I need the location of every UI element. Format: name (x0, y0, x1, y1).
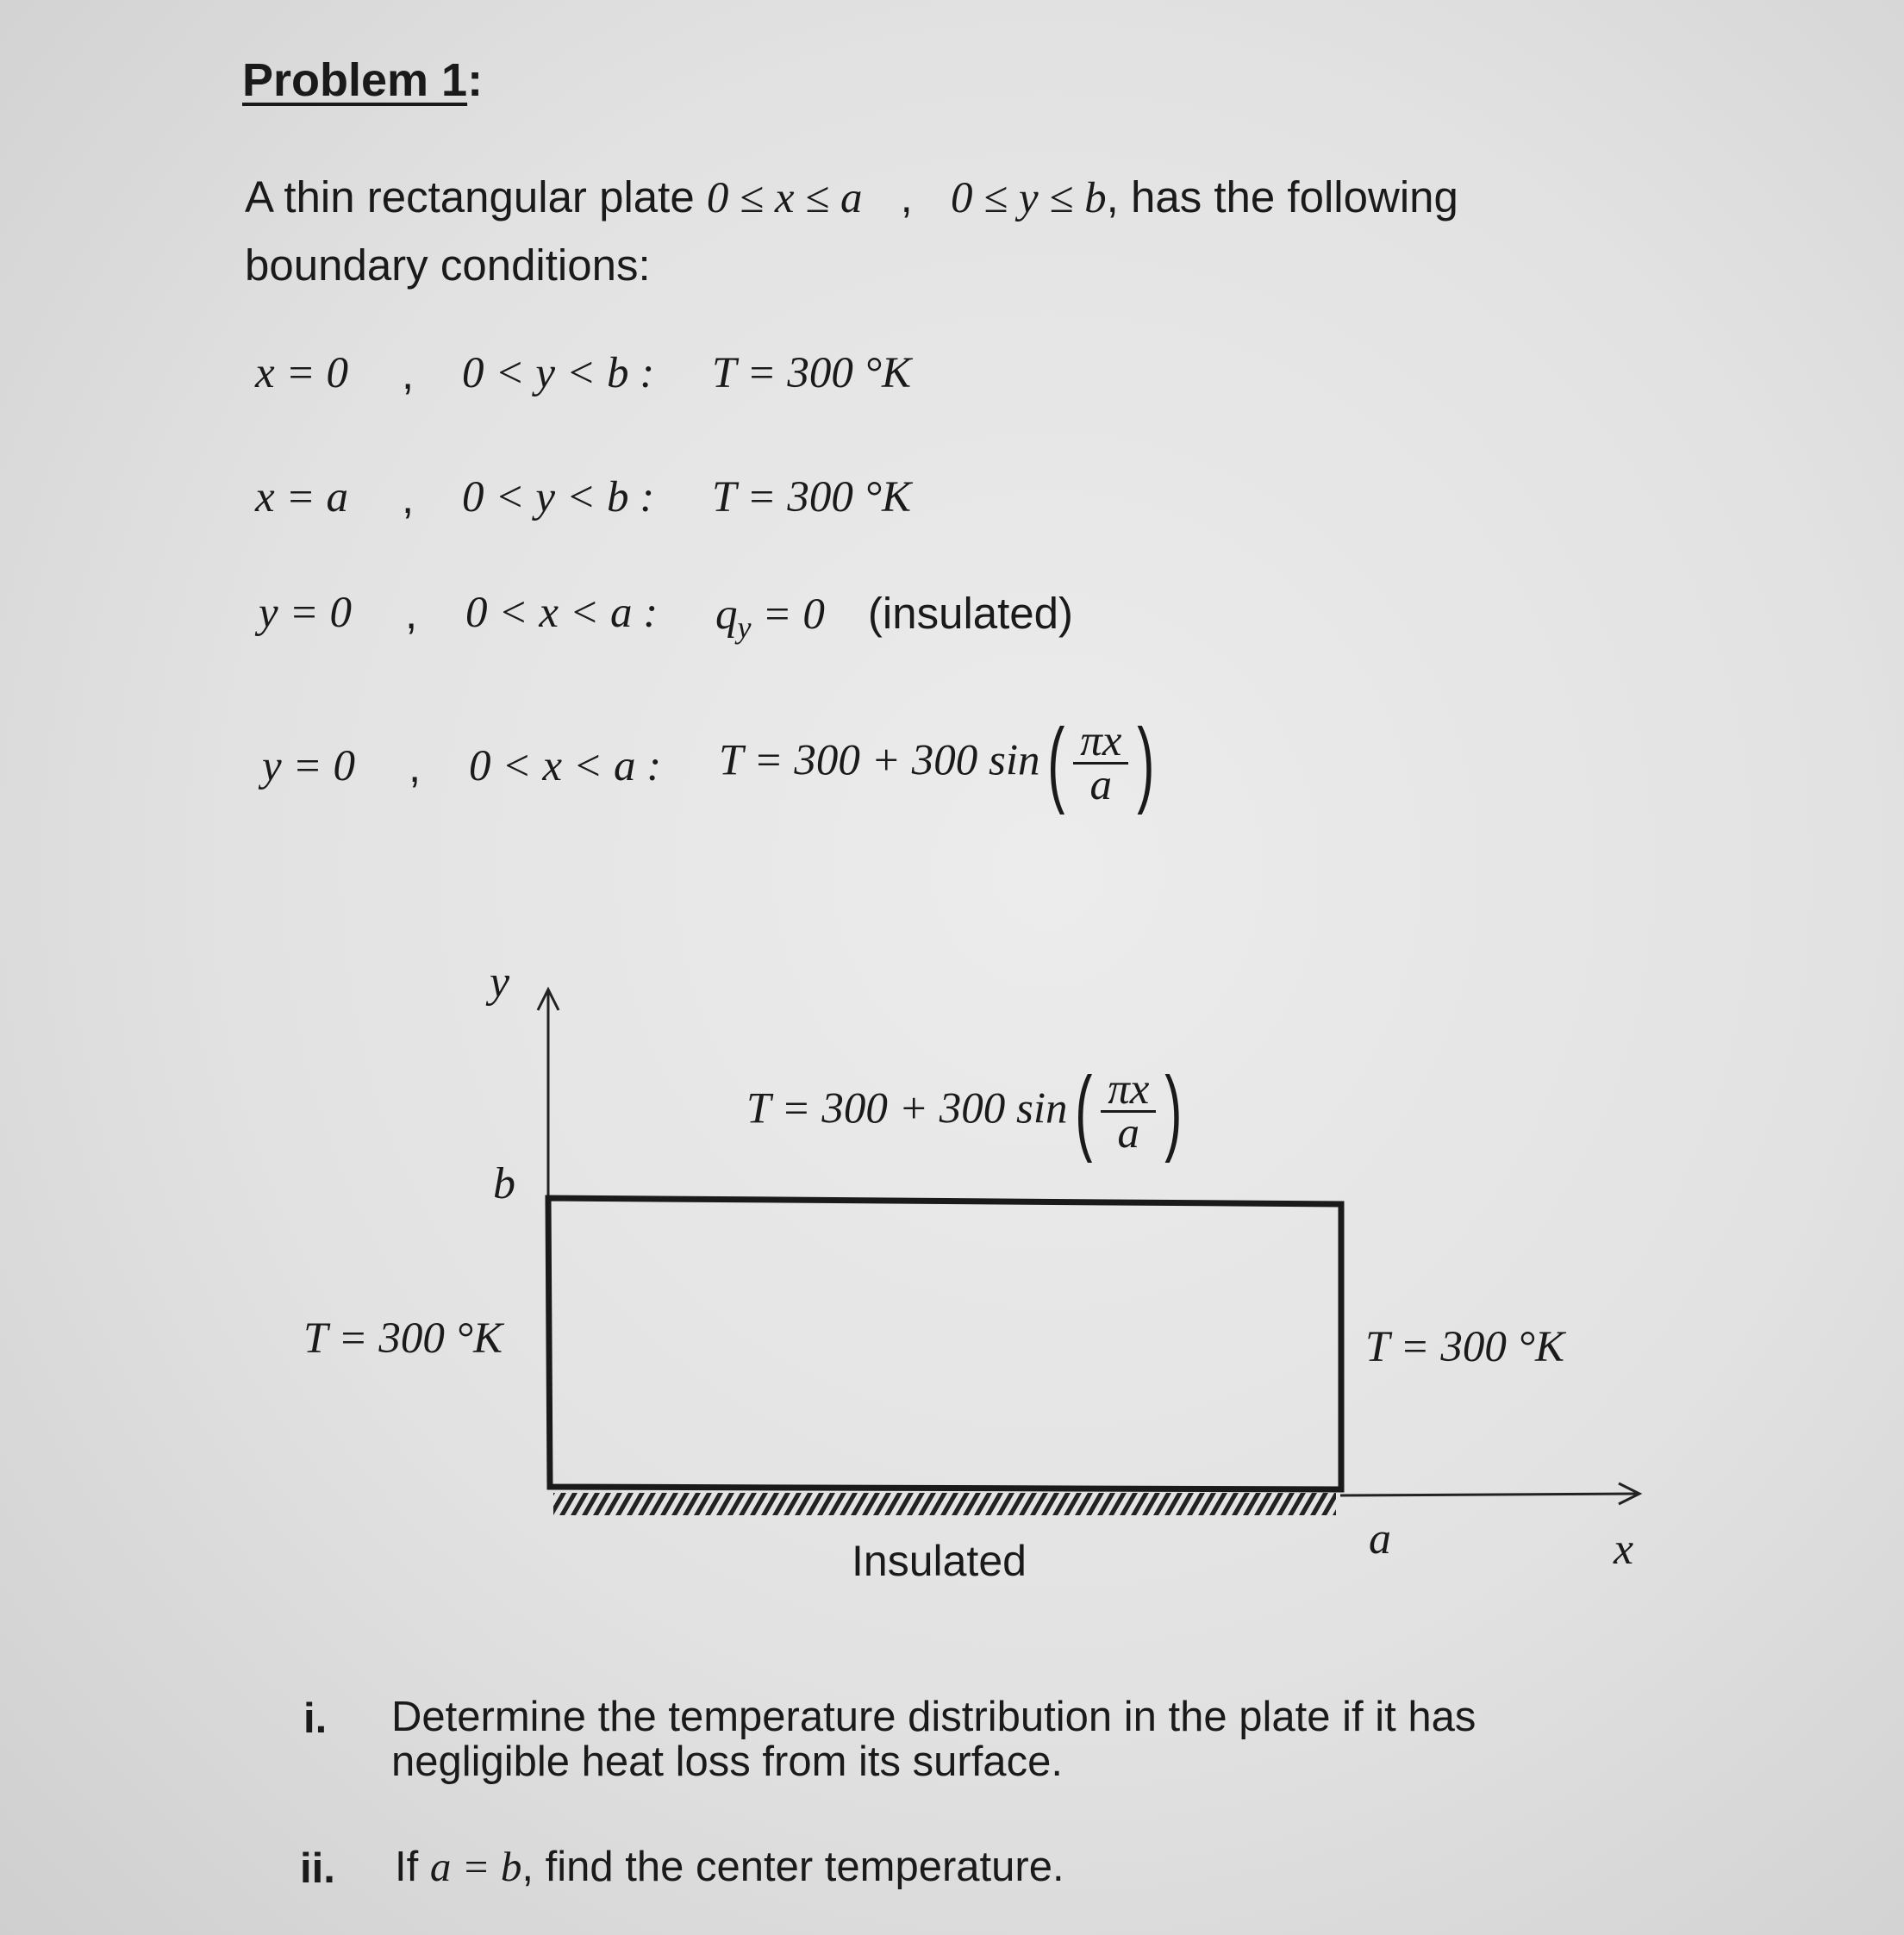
left-boundary-label: T = 300 °K (303, 1314, 503, 1363)
y-axis-label: y (490, 958, 510, 1007)
y-range: 0 ≤ y ≤ b (951, 174, 1107, 222)
b-label: b (493, 1159, 515, 1208)
boundary-condition-3: y = 0 , 0 < x < a : $q_y = 0$ (insulated) (259, 589, 1074, 646)
question-ii: ii. If a = b, find the center temperature. (300, 1843, 1064, 1892)
insulated-label: Insulated (852, 1537, 1027, 1585)
right-boundary-label: T = 300 °K (1365, 1323, 1565, 1371)
problem-intro: A thin rectangular plate 0 ≤ x ≤ a , 0 ≤ y ≤ b, has the following boundary conditions: (245, 172, 1458, 290)
boundary-condition-2: x = a , 0 < y < b : T = 300 °K (255, 473, 912, 522)
plate-rectangle (548, 1198, 1341, 1489)
boundary-condition-4: y = 0 , 0 < x < a : T = 300 + 300 sin( $\frac{\pi x}{a}$ ) (262, 709, 1155, 815)
question-i: i. Determine the temperature distribution in the plate if it has negligible heat loss from its surface. (303, 1694, 1476, 1785)
x-axis (1340, 1494, 1638, 1495)
top-boundary-label: T = 300 + 300 sin( $\frac{\pi x}{a}$ ) (746, 1058, 1183, 1164)
problem-title: Problem 1: (242, 54, 484, 106)
a-label: a (1369, 1514, 1391, 1564)
x-axis-label: x (1614, 1525, 1634, 1574)
insulation-hatching (553, 1493, 1336, 1515)
x-range: 0 ≤ x ≤ a (706, 174, 863, 222)
boundary-condition-1: x = 0 , 0 < y < b : T = 300 °K (255, 349, 912, 398)
